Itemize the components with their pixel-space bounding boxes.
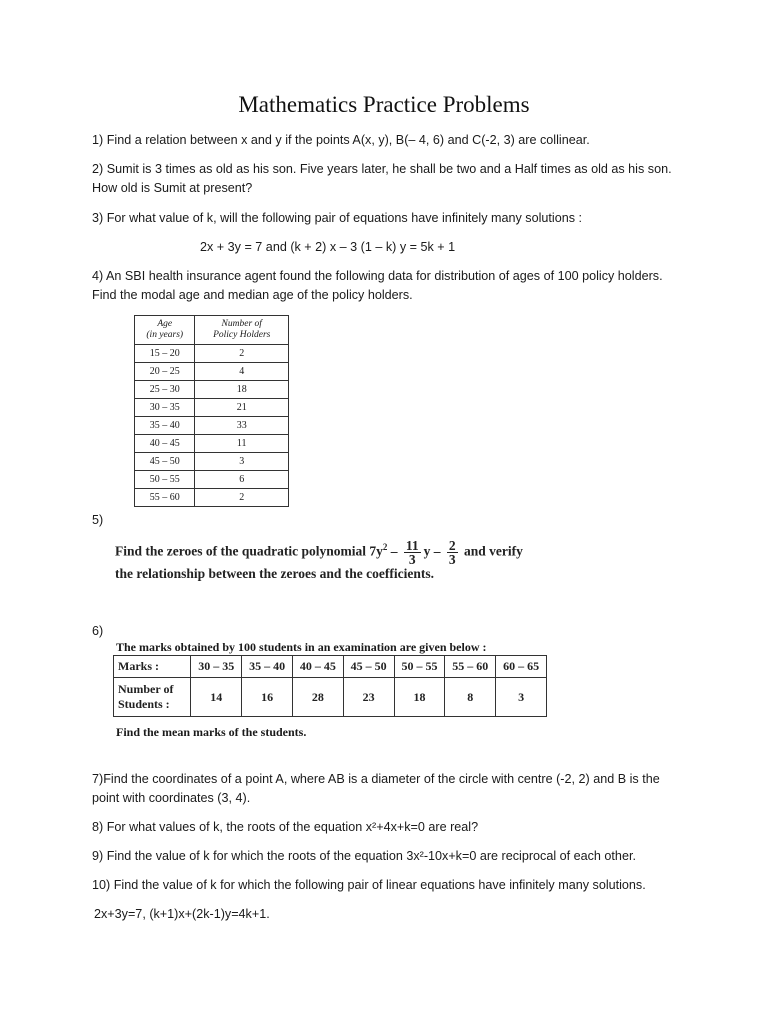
q5-frac2-num: 2 <box>448 537 456 553</box>
policy-header-line-1: Number of <box>221 319 262 329</box>
policy-count-cell: 2 <box>195 345 289 363</box>
students-header <box>114 678 191 717</box>
marks-range-cell: 35 – 40 <box>242 656 293 678</box>
marks-header: Marks : <box>114 656 191 678</box>
question-10: 10) Find the value of k for which the following pair of linear equations have infinitely many solutions. <box>92 878 646 892</box>
policy-holders-header <box>195 316 289 345</box>
policy-count-cell: 2 <box>195 489 289 507</box>
marks-range-cell: 30 – 35 <box>191 656 242 678</box>
q5-frac1-den: 3 <box>408 551 416 567</box>
age-range-cell: 25 – 30 <box>135 381 195 399</box>
student-count-cell: 18 <box>394 678 445 717</box>
question-10-equation: 2x+3y=7, (k+1)x+(2k-1)y=4k+1. <box>94 907 270 921</box>
policy-count-cell: 6 <box>195 471 289 489</box>
question-7 <box>92 770 682 808</box>
question-5-line-2: the relationship between the zeroes and the coefficients. <box>115 565 434 581</box>
age-table-row <box>135 381 289 399</box>
question-6-label: 6) <box>92 624 104 638</box>
student-count-cell: 23 <box>343 678 394 717</box>
marks-range-cell: 50 – 55 <box>394 656 445 678</box>
student-count-cell: 28 <box>292 678 343 717</box>
age-table-row <box>135 453 289 471</box>
policy-count-cell: 11 <box>195 435 289 453</box>
policy-count-cell: 4 <box>195 363 289 381</box>
q5-var-y: y <box>423 543 431 559</box>
age-table-header <box>135 316 289 345</box>
age-distribution-table <box>134 315 289 507</box>
policy-count-cell: 3 <box>195 453 289 471</box>
policy-count-cell: 33 <box>195 417 289 435</box>
age-range-cell: 20 – 25 <box>135 363 195 381</box>
question-2 <box>92 160 692 198</box>
question-1: 1) Find a relation between x and y if the points A(x, y), B(– 4, 6) and C(-2, 3) are collinear. <box>92 133 590 147</box>
students-row <box>114 678 547 717</box>
question-3: 3) For what value of k, will the following pair of equations have infinitely many solutions : <box>92 211 583 225</box>
age-table-row <box>135 489 289 507</box>
age-table-row <box>135 471 289 489</box>
age-range-cell: 55 – 60 <box>135 489 195 507</box>
q5-fraction-2 <box>447 539 458 566</box>
question-7-line-1: 7)Find the coordinates of a point A, where AB is a diameter of the circle with centre (-2, 2) and B is the <box>92 772 660 786</box>
policy-header-line-2: Policy Holders <box>213 330 271 340</box>
page-title: Mathematics Practice Problems <box>238 92 530 117</box>
age-range-cell: 50 – 55 <box>135 471 195 489</box>
q5-minus-1: – <box>387 543 401 559</box>
age-header-line-1: Age <box>157 319 173 329</box>
age-range-cell: 45 – 50 <box>135 453 195 471</box>
marks-range-cell: 40 – 45 <box>292 656 343 678</box>
question-4-line-2: Find the modal age and median age of the policy holders. <box>92 288 413 302</box>
age-table-row <box>135 345 289 363</box>
age-range-cell: 40 – 45 <box>135 435 195 453</box>
q5-frac1-num: 11 <box>405 537 419 553</box>
marks-range-cell: 60 – 65 <box>496 656 547 678</box>
q5-minus-2: – <box>430 543 444 559</box>
age-header <box>135 316 195 345</box>
student-count-cell: 14 <box>191 678 242 717</box>
age-table-row <box>135 417 289 435</box>
marks-row <box>114 656 547 678</box>
marks-table <box>113 655 547 717</box>
student-count-cell: 8 <box>445 678 496 717</box>
question-6-caption: The marks obtained by 100 students in an examination are given below : <box>116 640 487 654</box>
policy-count-cell: 18 <box>195 381 289 399</box>
question-6-instruction: Find the mean marks of the students. <box>116 725 307 739</box>
student-count-cell: 16 <box>242 678 293 717</box>
student-count-cell: 3 <box>496 678 547 717</box>
q5-text-a: Find the zeroes of the quadratic polynomial 7y <box>115 543 383 559</box>
question-2-line-2: How old is Sumit at present? <box>92 181 253 195</box>
age-range-cell: 30 – 35 <box>135 399 195 417</box>
question-5-label: 5) <box>92 513 104 527</box>
students-header-line-1: Number of <box>118 682 174 696</box>
question-8: 8) For what values of k, the roots of the equation x²+4x+k=0 are real? <box>92 820 479 834</box>
question-9: 9) Find the value of k for which the roots of the equation 3x²-10x+k=0 are reciprocal of each other. <box>92 849 636 863</box>
question-7-line-2: point with coordinates (3, 4). <box>92 791 251 805</box>
q5-text-b: and verify <box>460 543 523 559</box>
students-header-line-2: Students : <box>118 697 170 711</box>
marks-range-cell: 55 – 60 <box>445 656 496 678</box>
age-table-row <box>135 399 289 417</box>
question-3-equation: 2x + 3y = 7 and (k + 2) x – 3 (1 – k) y = 5k + 1 <box>200 240 456 254</box>
age-range-cell: 35 – 40 <box>135 417 195 435</box>
age-range-cell: 15 – 20 <box>135 345 195 363</box>
question-5-line-1 <box>115 533 523 566</box>
q5-frac2-den: 3 <box>448 551 456 567</box>
question-5 <box>115 533 523 582</box>
policy-count-cell: 21 <box>195 399 289 417</box>
question-4 <box>92 267 712 305</box>
q5-fraction-1 <box>404 539 421 566</box>
marks-range-cell: 45 – 50 <box>343 656 394 678</box>
question-4-line-1: 4) An SBI health insurance agent found the following data for distribution of ages of 100 policy holders. <box>92 269 663 283</box>
age-table-row <box>135 435 289 453</box>
age-header-line-2: (in years) <box>146 330 184 340</box>
question-2-line-1: 2) Sumit is 3 times as old as his son. Five years later, he shall be two and a Half times as old as his son. <box>92 162 672 176</box>
age-table-row <box>135 363 289 381</box>
q5-superscript: 2 <box>382 542 388 552</box>
